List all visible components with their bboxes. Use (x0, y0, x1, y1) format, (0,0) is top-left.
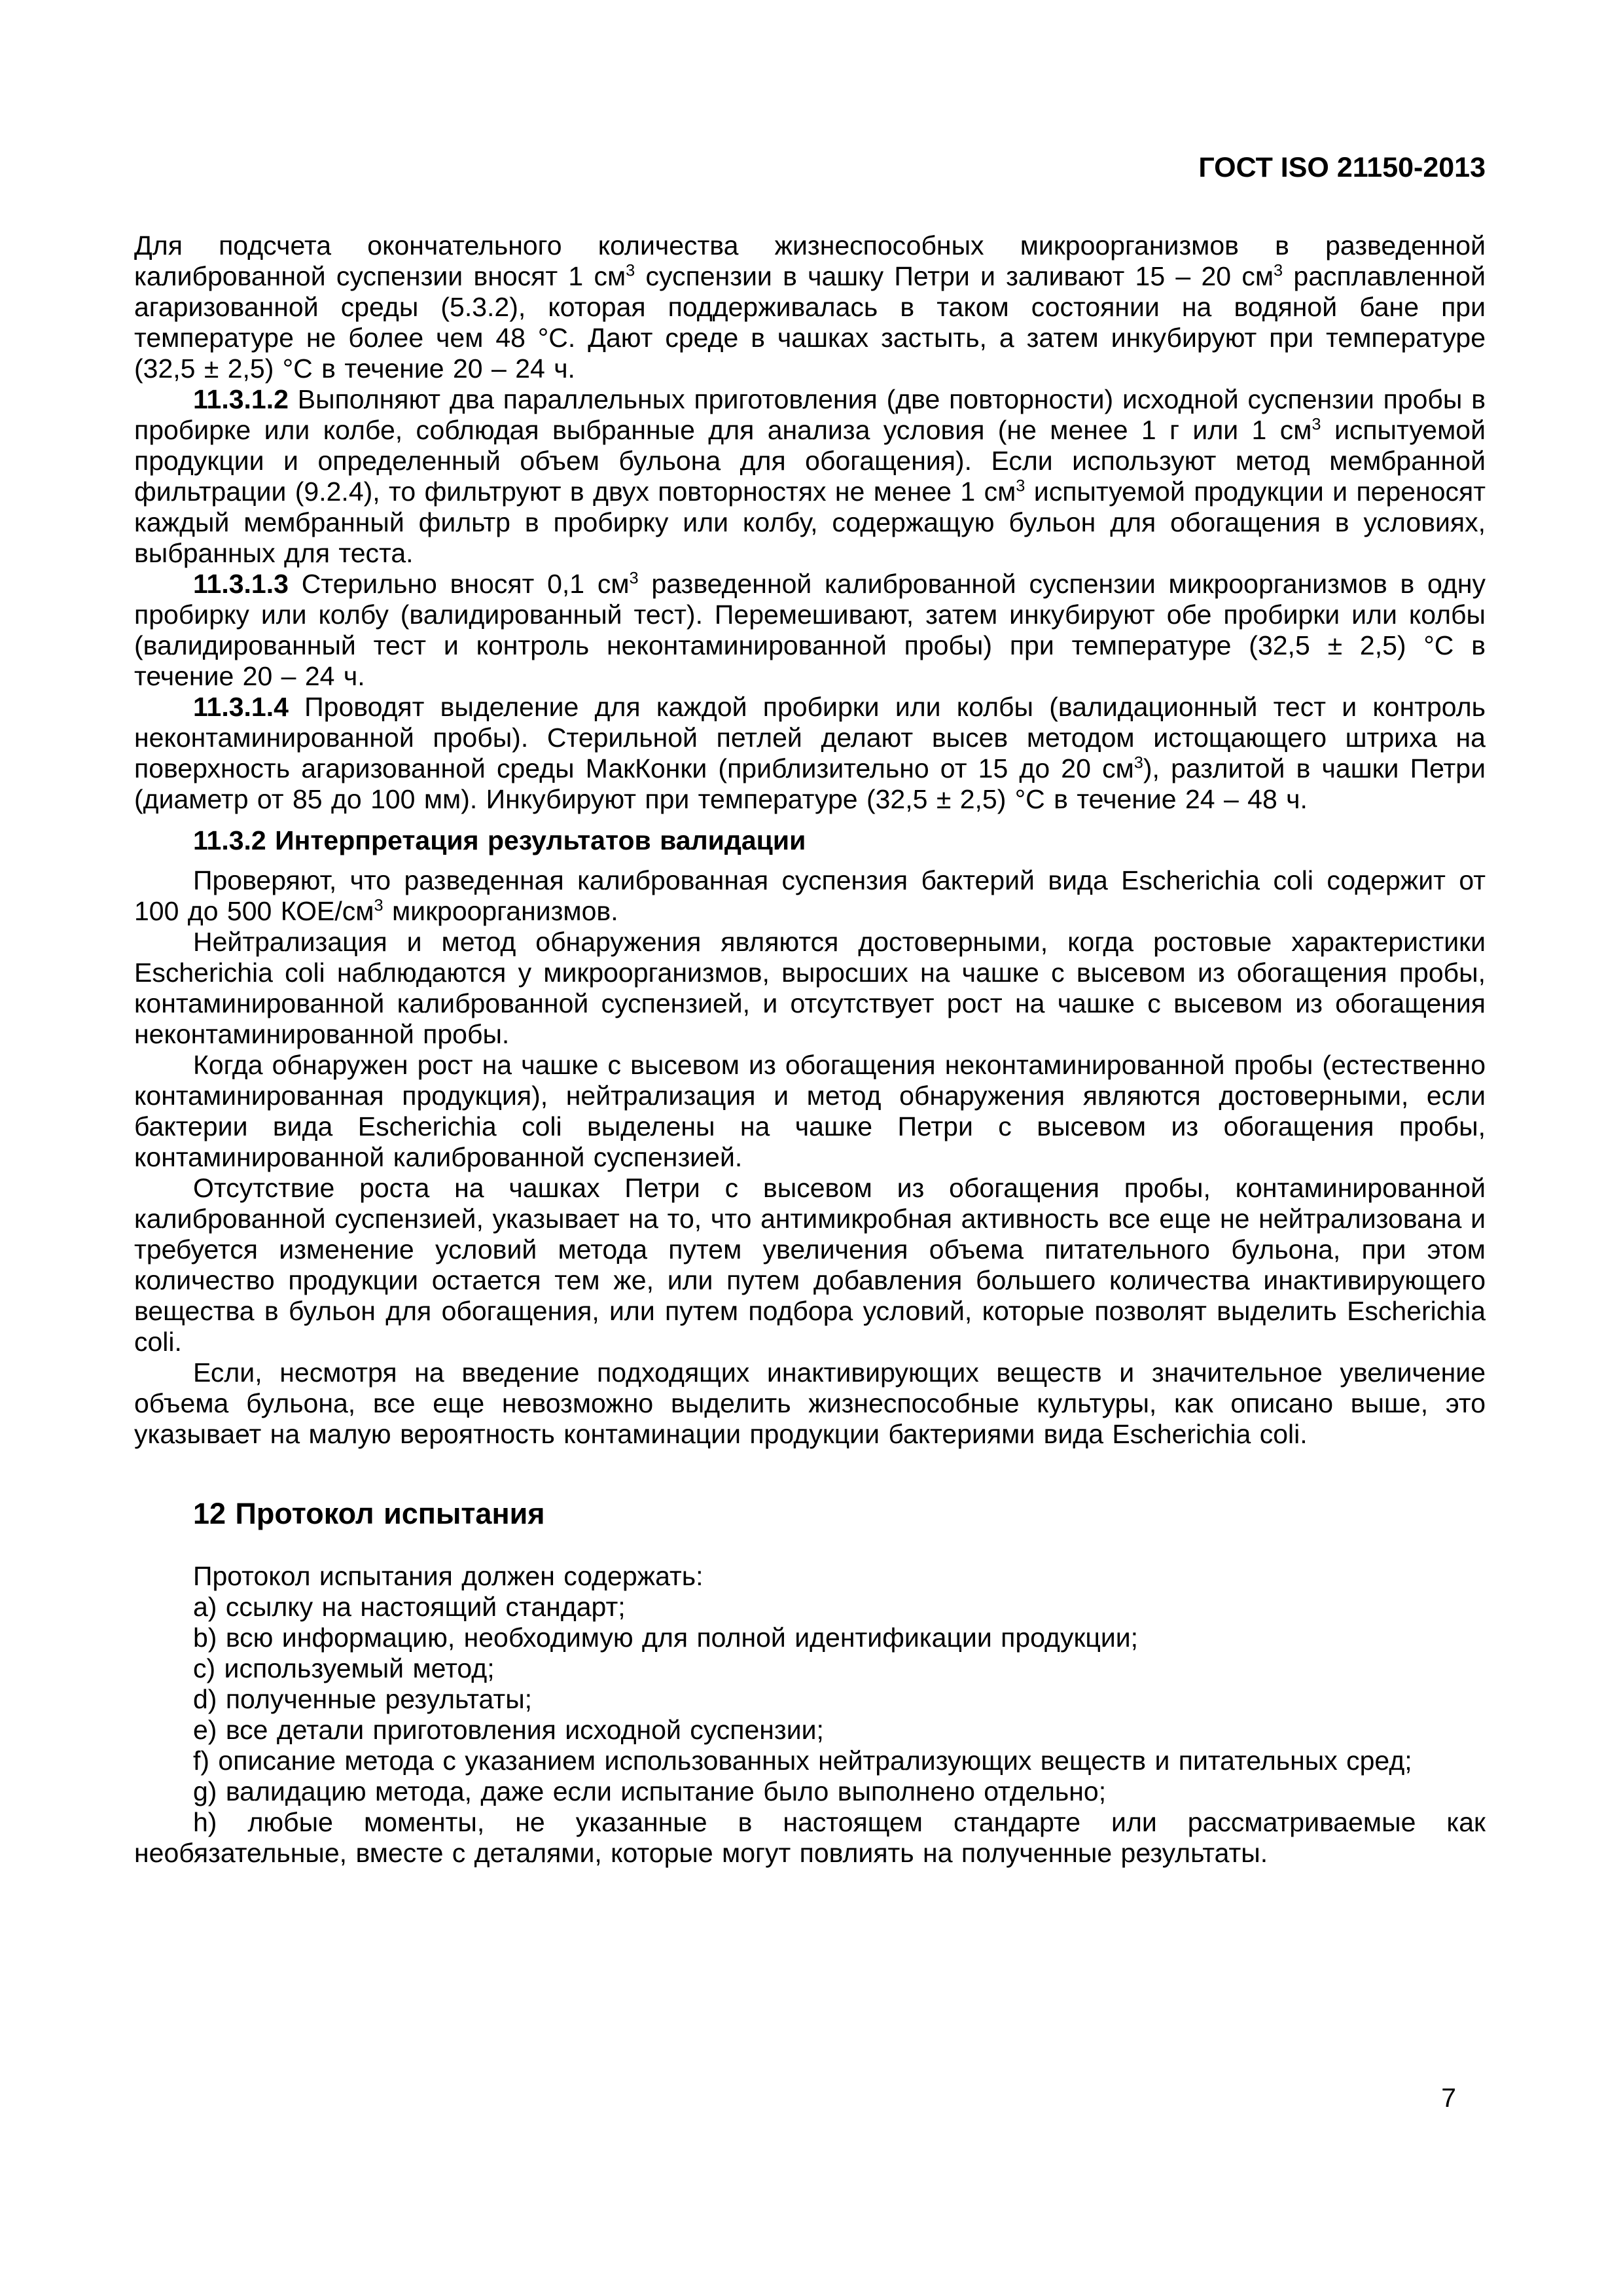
paragraph: Если, несмотря на введение подходящих инактивирующих веществ и значительное увеличение объема бульона, все еще невозможно выделить жизнеспособные культуры, как описано выше, это указывает на малую вероятность контаминации продукции бактериями вида Escherichia coli. (134, 1357, 1486, 1449)
superscript: 3 (1274, 261, 1283, 280)
page-number: 7 (1441, 2083, 1456, 2113)
list-item: d) полученные результаты; (193, 1684, 533, 1714)
standard-code-header: ГОСТ ISO 21150-2013 (1198, 152, 1486, 183)
superscript: 3 (1016, 476, 1026, 495)
superscript: 3 (626, 261, 635, 280)
paragraph: 11.3.1.3 Стерильно вносят 0,1 $см^3$ разведенной калиброванной суспензии микроорганизмов в одну пробирку или колбу (валидированный тест). Перемешивают, затем инкубируют обе пробирки или колбы (валидированный тест и контроль неконтаминированной пробы) при температуре (32,5 ± 2,5) °С в течение 20 – 24 ч. (134, 569, 1486, 691)
list-item: f) описание метода с указанием использованных нейтрализующих веществ и питательных сред; (193, 1746, 1412, 1776)
paragraph: 11.3.1.2 Выполняют два параллельных приготовления (две повторности) исходной суспензии пробы в пробирке или колбе, соблюдая выбранные для анализа условия (не менее 1 г или 1 $см^3$ испытуемой продукции и определенный объем бульона для обогащения). Если используют метод мембранной фильтрации (9.2.4), то фильтруют в двух повторностях не менее 1 $см^3$ испытуемой продукции и переносят каждый мембранный фильтр в пробирку или колбу, содержащую бульон для обогащения в условиях, выбранных для теста. (134, 384, 1486, 568)
paragraph: 11.3.1.4 Проводят выделение для каждой пробирки или колбы (валидационный тест и контроль неконтаминированной пробы). Стерильной петлей делают высев методом истощающего штриха на поверхность агаризованной среды МакКонки (приблизительно от 15 до 20 $см^3$), разлитой в чашки Петри (диаметр от 85 до 100 мм). Инкубируют при температуре (32,5 ± 2,5) °С в течение 24 – 48 ч. (134, 692, 1486, 814)
superscript: 3 (374, 896, 383, 915)
bold-text: 12 Протокол испытания (193, 1497, 545, 1530)
paragraph: Протокол испытания должен содержать: (193, 1561, 704, 1591)
list-item: b) всю информацию, необходимую для полной идентификации продукции; (193, 1623, 1139, 1653)
document-body (134, 230, 1486, 1869)
bold-text: 11.3.1.2 (193, 384, 289, 414)
paragraph: Проверяют, что разведенная калиброванная суспензия бактерий вида Escherichia coli содержит от 100 до 500 КОЕ/$см^3$ микроорганизмов. (134, 865, 1486, 926)
subsection-heading (134, 825, 1486, 856)
paragraph: Нейтрализация и метод обнаружения являются достоверными, когда ростовые характеристики Escherichia coli наблюдаются у микроорганизмов, выросших на чашке с высевом из обогащения пробы, контаминированной калиброванной суспензией, и отсутствует рост на чашке с высевом из обогащения неконтаминированной пробы. (134, 927, 1486, 1049)
list-item: e) все детали приготовления исходной суспензии; (193, 1715, 824, 1745)
bold-text: 11.3.1.3 (193, 569, 289, 599)
list-item: c) используемый метод; (193, 1653, 495, 1683)
superscript: 3 (1311, 415, 1321, 434)
superscript: 3 (629, 569, 639, 588)
paragraph: Для подсчета окончательного количества жизнеспособных микроорганизмов в разведенной калиброванной суспензии вносят 1 $см^3$ суспензии в чашку Петри и заливают 15 – 20 $см^3$ расплавленной агаризованной среды (5.3.2), которая поддерживалась в таком состоянии на водяной бане при температуре не более чем 48 °С. Дают среде в чашках застыть, а затем инкубируют при температуре (32,5 ± 2,5) °С в течение 20 – 24 ч. (134, 230, 1486, 384)
bold-text: 11.3.1.4 (193, 692, 289, 722)
bold-text: 11.3.2 Интерпретация результатов валидации (193, 825, 806, 855)
list-item: g) валидацию метода, даже если испытание было выполнено отдельно; (193, 1776, 1107, 1806)
list-item: a) ссылку на настоящий стандарт; (193, 1592, 626, 1622)
paragraph: Отсутствие роста на чашках Петри с высевом из обогащения пробы, контаминированной калиброванной суспензией, указывает на то, что антимикробная активность все еще не нейтрализована и требуется изменение условий метода путем увеличения объема питательного бульона, при этом количество продукции остается тем же, или путем добавления большего количества инактивирующего вещества в бульон для обогащения, или путем подбора условий, которые позволят выделить Escherichia coli. (134, 1173, 1486, 1357)
paragraph: Когда обнаружен рост на чашке с высевом из обогащения неконтаминированной пробы (естественно контаминированная продукция), нейтрализация и метод обнаружения являются достоверными, если бактерии вида Escherichia coli выделены на чашке Петри с высевом из обогащения пробы, контаминированной калиброванной суспензией. (134, 1050, 1486, 1172)
section-heading (134, 1497, 1486, 1531)
superscript: 3 (1133, 753, 1143, 772)
list-item: h) любые моменты, не указанные в настоящем стандарте или рассматриваемые как необязательные, вместе с деталями, которые могут повлиять на полученные результаты. (134, 1807, 1486, 1868)
